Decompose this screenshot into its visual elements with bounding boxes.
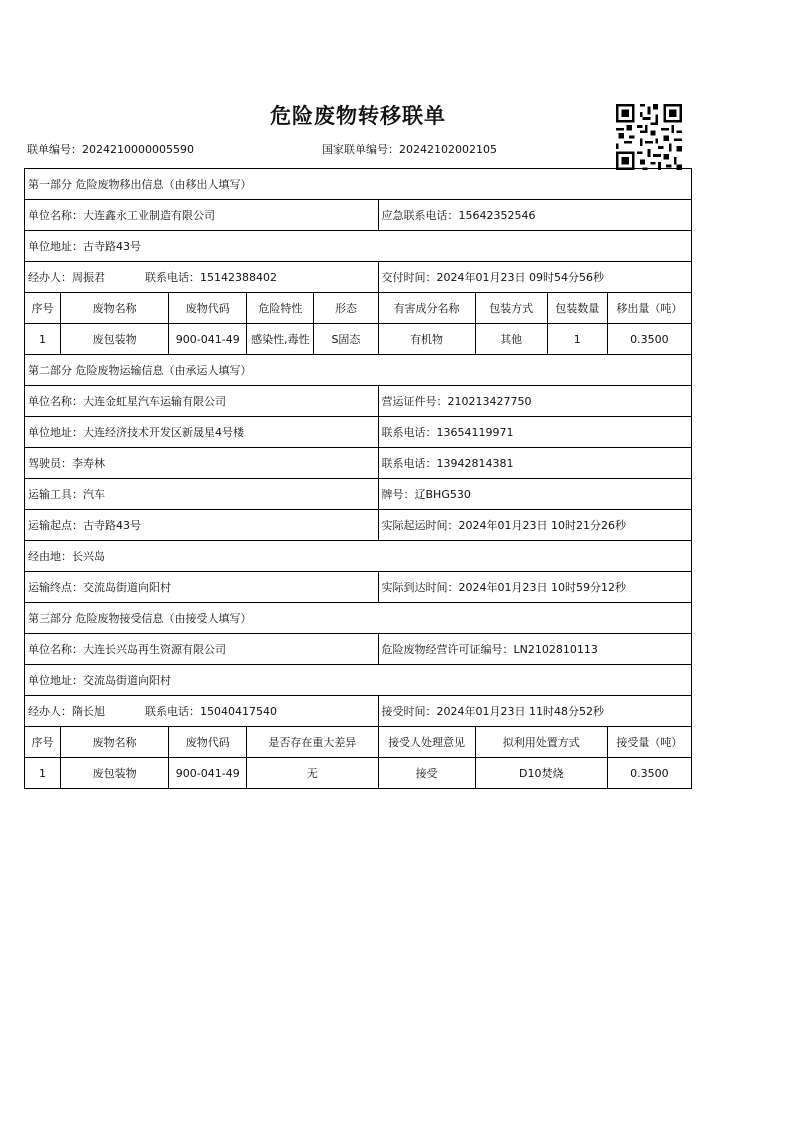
column-header: 序号 (25, 293, 61, 324)
national-manifest-number: 国家联单编号：20242102002105 (322, 143, 497, 156)
part2-heading: 第二部分 危险废物运输信息（由承运人填写） (25, 355, 692, 386)
part2-unit-name: 单位名称：大连金虹星汽车运输有限公司 (25, 386, 379, 417)
part1-handler-phone: 联系电话：15142388402 (145, 271, 277, 284)
part2-address: 单位地址：大连经济技术开发区新晟星4号楼 (25, 417, 379, 448)
part3-receive-time: 接受时间：2024年01月23日 11时48分52秒 (378, 696, 692, 727)
document-title: 危险废物转移联单 (270, 104, 446, 128)
table-cell: 有机物 (378, 324, 475, 355)
column-header: 废物代码 (169, 293, 247, 324)
part2-vehicle: 运输工具：汽车 (25, 479, 379, 510)
table-row (25, 758, 692, 789)
part1-unit-name: 单位名称：大连鑫永工业制造有限公司 (25, 200, 379, 231)
part2-via: 经由地：长兴岛 (25, 541, 692, 572)
table-cell: 其他 (475, 324, 547, 355)
part2-driver: 驾驶员：李寿林 (25, 448, 379, 479)
part2-plate: 牌号：辽BHG530 (378, 479, 692, 510)
part3-heading-row (25, 603, 692, 634)
table-cell: 废包装物 (61, 324, 169, 355)
part2-destination: 运输终点：交流岛街道向阳村 (25, 572, 379, 603)
column-header: 移出量（吨） (607, 293, 691, 324)
table-cell: 1 (547, 324, 607, 355)
part2-driver-phone: 联系电话：13942814381 (378, 448, 692, 479)
part3-heading: 第三部分 危险废物接受信息（由接受人填写） (25, 603, 692, 634)
table-cell: 废包装物 (61, 758, 169, 789)
part1-heading-row (25, 169, 692, 200)
table-row (25, 324, 692, 355)
table-cell: D10焚烧 (475, 758, 607, 789)
manifest-number: 联单编号：2024210000005590 (27, 143, 194, 156)
part3-handler: 经办人：隋长旭 (28, 705, 105, 718)
part2-arrive-time: 实际到达时间：2024年01月23日 10时59分12秒 (378, 572, 692, 603)
table-cell: 无 (247, 758, 378, 789)
column-header: 接受量（吨） (607, 727, 691, 758)
table-cell: 接受 (378, 758, 475, 789)
part1-emergency-phone: 应急联系电话：15642352546 (378, 200, 692, 231)
table-cell: S固态 (314, 324, 378, 355)
column-header: 废物名称 (61, 293, 169, 324)
part2-license: 营运证件号：210213427750 (378, 386, 692, 417)
part2-depart-time: 实际起运时间：2024年01月23日 10时21分26秒 (378, 510, 692, 541)
column-header: 拟利用处置方式 (475, 727, 607, 758)
part2-phone: 联系电话：13654119971 (378, 417, 692, 448)
table-cell: 900-041-49 (169, 324, 247, 355)
table-cell: 900-041-49 (169, 758, 247, 789)
part1-heading: 第一部分 危险废物移出信息（由移出人填写） (25, 169, 692, 200)
part3-permit: 危险废物经营许可证编号：LN2102810113 (378, 634, 692, 665)
table-cell: 1 (25, 758, 61, 789)
table-cell: 0.3500 (607, 324, 691, 355)
column-header: 包装数量 (547, 293, 607, 324)
column-header: 形态 (314, 293, 378, 324)
part3-handler-cell (25, 696, 379, 727)
part3-column-header-row (25, 727, 692, 758)
table-cell: 1 (25, 324, 61, 355)
transfer-manifest-table (24, 168, 692, 789)
part3-handler-phone: 联系电话：15040417540 (145, 705, 277, 718)
column-header: 接受人处理意见 (378, 727, 475, 758)
table-cell: 0.3500 (607, 758, 691, 789)
part2-origin: 运输起点：古寺路43号 (25, 510, 379, 541)
part3-unit-name: 单位名称：大连长兴岛再生资源有限公司 (25, 634, 379, 665)
part1-handler: 经办人：周振君 (28, 271, 105, 284)
part2-heading-row (25, 355, 692, 386)
part1-address: 单位地址：古寺路43号 (25, 231, 692, 262)
part1-column-header-row (25, 293, 692, 324)
part3-address: 单位地址：交流岛街道向阳村 (25, 665, 692, 696)
column-header: 有害成分名称 (378, 293, 475, 324)
part1-handler-cell (25, 262, 379, 293)
column-header: 危险特性 (247, 293, 314, 324)
column-header: 是否存在重大差异 (247, 727, 378, 758)
qr-code-icon (616, 104, 682, 170)
column-header: 包装方式 (475, 293, 547, 324)
table-cell: 感染性,毒性 (247, 324, 314, 355)
column-header: 废物名称 (61, 727, 169, 758)
column-header: 序号 (25, 727, 61, 758)
part1-delivery-time: 交付时间：2024年01月23日 09时54分56秒 (378, 262, 692, 293)
column-header: 废物代码 (169, 727, 247, 758)
